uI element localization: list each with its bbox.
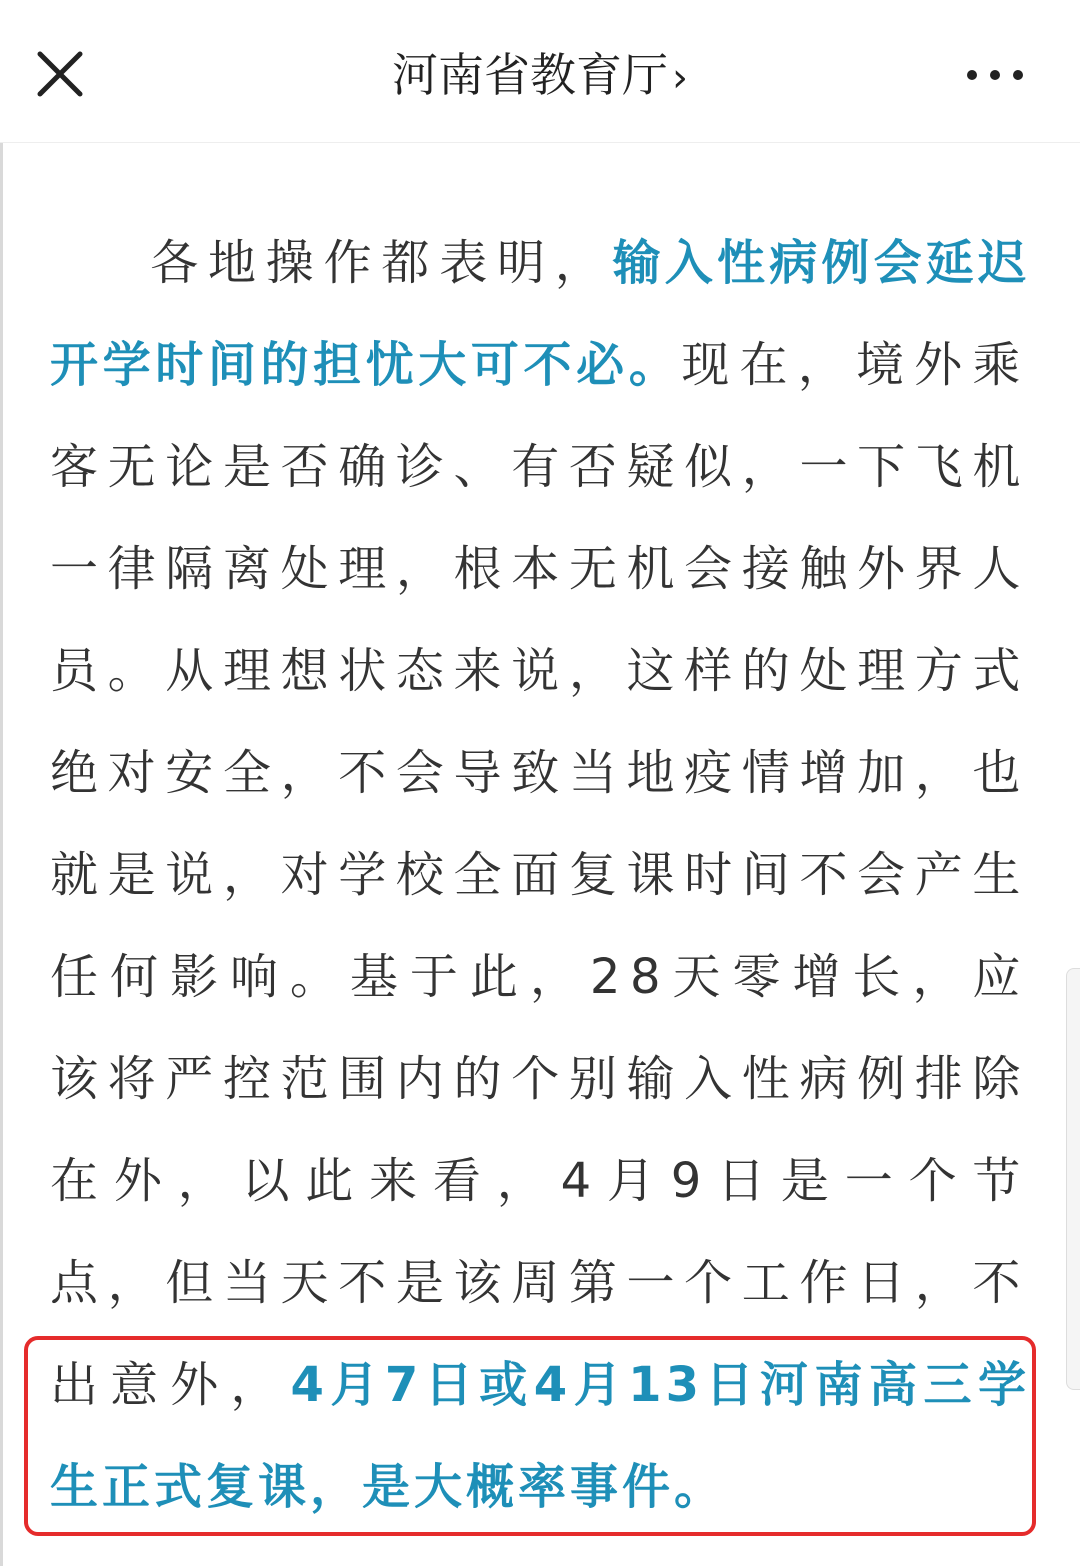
article-highlight-1: 输入性病例会延迟开学时间的担忧大可不必。 [50, 235, 1030, 393]
account-title-link[interactable] [0, 40, 1080, 113]
side-scroll-tab[interactable] [1066, 968, 1080, 1390]
left-edge [0, 0, 3, 1566]
page-title: 河南省教育厅 [392, 48, 668, 102]
more-button[interactable] [960, 60, 1030, 90]
article-text-body: 现在，境外乘客无论是否确诊、有否疑似，一下飞机一律隔离处理，根本无机会接触外界人员。从理想状态来说，这样的处理方式绝对安全，不会导致当地疫情增加，也就是说，对学校全面复课时间不会产生任何影响。基于此，28天零增长，应该将严控范围内的个别输入性病例排除在外，以此来看，4月9日是一个节点，但当天不是该周第一个工作日，不出意外， [50, 337, 1030, 1413]
article-highlight-2: 4月7日或4月13日河南高三学生正式复课，是大概率事件。 [50, 1357, 1031, 1515]
top-bar [0, 0, 1080, 143]
article-text-intro: 各地操作都表明， [150, 235, 613, 291]
chevron-right-icon: › [672, 55, 688, 101]
more-dots-icon [960, 60, 1030, 90]
article-paragraph [50, 212, 1030, 1538]
